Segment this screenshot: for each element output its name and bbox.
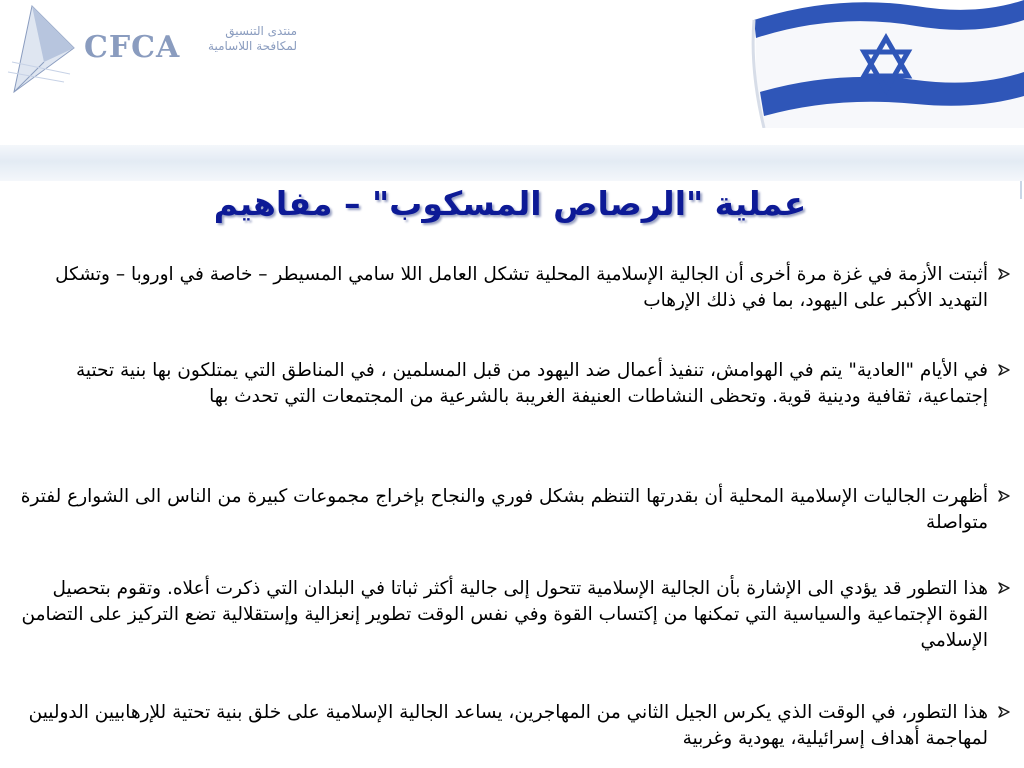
cfca-logo-icon	[4, 2, 94, 97]
bullet-arrow-icon	[996, 488, 1012, 504]
logo-arabic-text	[189, 24, 297, 54]
bullet-item: أثبتت الأزمة في غزة مرة أخرى أن الجالية الإسلامية المحلية تشكل العامل اللا سامي المسيطر – خاصة في اوروبا – وتشكل التهديد الأكبر على اليهود، بما في ذلك الإرهاب	[55, 264, 988, 311]
cfca-logo	[4, 2, 304, 97]
slide-title: عملية "الرصاص المسكوب" – مفاهيم	[213, 184, 807, 223]
bullet-item: هذا التطور، في الوقت الذي يكرس الجيل الثاني من المهاجرين، يساعد الجالية الإسلامية على خلق بنية تحتية للإرهابيين الدوليين لمهاجمة أهداف إسرائيلية، يهودية وغربية	[28, 702, 988, 749]
logo-arabic-line-2: لمكافحة اللاسامية	[208, 39, 297, 53]
bullet-item: أظهرت الجاليات الإسلامية المحلية أن بقدرتها التنظم بشكل فوري والنجاح بإخراج مجموعات كبيرة من الناس الى الشوارع لفترة متواصلة	[20, 486, 988, 533]
bullet-item: في الأيام "العادية" يتم في الهوامش، تنفيذ أعمال ضد اليهود من قبل المسلمين ، في المناطق التي يمتلكون بها بنية تحتية إجتماعية، ثقافية ودينية قوية. وتحظى النشاطات العنيفة الغريبة بالشرعية من المجتمعات التي تحدث بها	[75, 360, 988, 407]
bullet-item: هذا التطور قد يؤدي الى الإشارة بأن الجالية الإسلامية تتحول إلى جالية أكثر ثباتا في البلدان التي ذكرت أعلاه. وتقوم بتحصيل القوة الإجتماعية والسياسية التي تمكنها من إكتساب القوة وفي نفس الوقت تطوير إنعزالية وإستقلالية تضع التركيز على التضامن الإسلامي	[21, 578, 988, 651]
bullet-arrow-icon	[996, 266, 1012, 282]
bullet-arrow-icon	[996, 580, 1012, 596]
logo-wordmark: CFCA	[84, 30, 181, 65]
bullet-list	[0, 256, 1024, 768]
israel-flag-icon	[746, 0, 1024, 128]
header-divider-band	[0, 145, 1024, 181]
header-band-edge	[1020, 181, 1022, 199]
bullet-arrow-icon	[996, 362, 1012, 378]
bullet-arrow-icon	[996, 704, 1012, 720]
logo-arabic-line-1: منتدى التنسيق	[225, 24, 297, 38]
